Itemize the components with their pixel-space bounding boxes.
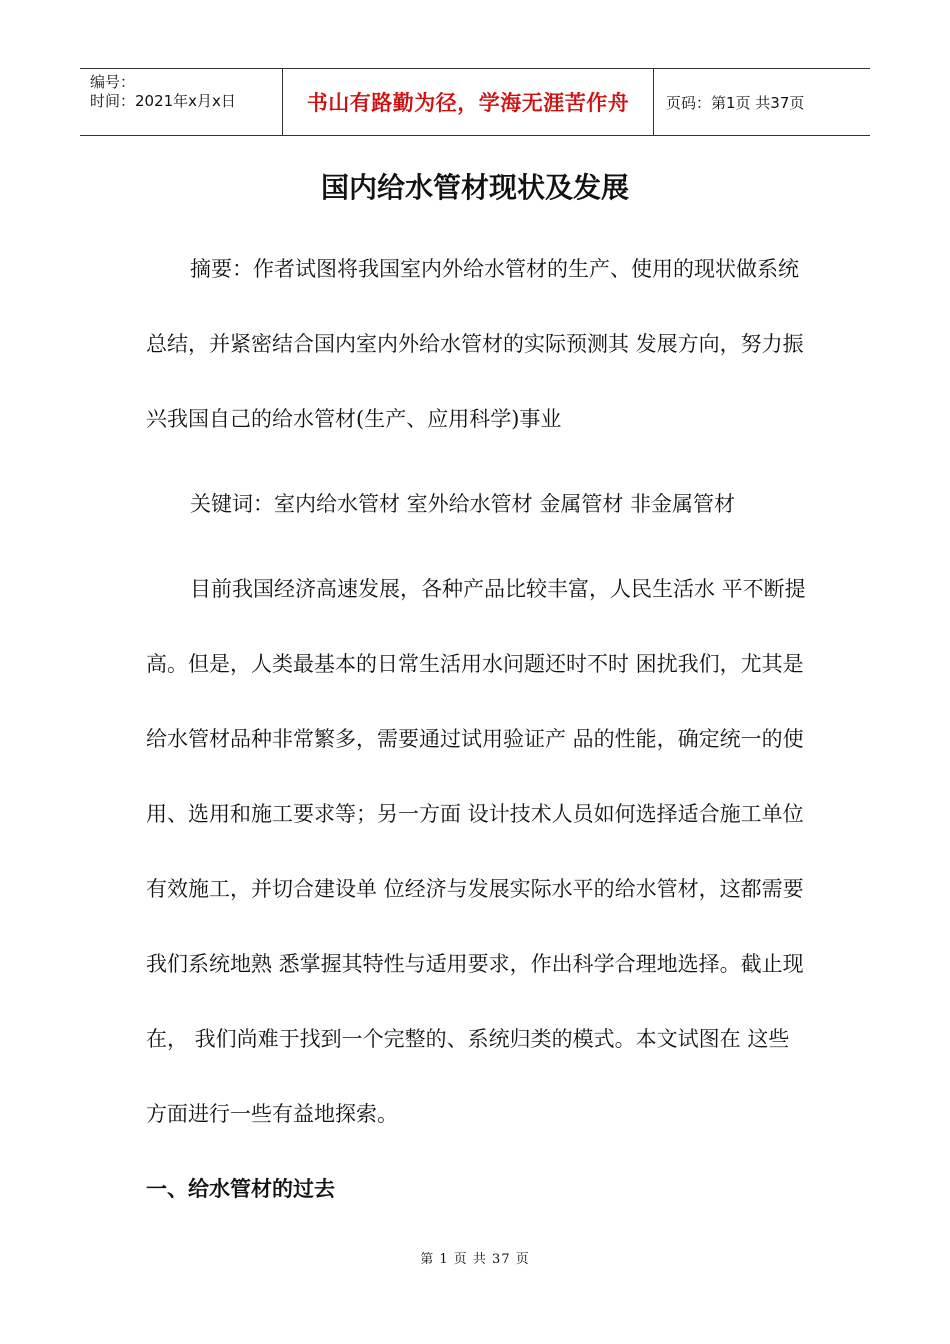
document-header	[80, 68, 870, 136]
header-meta	[80, 69, 282, 135]
keywords-paragraph: 关键词：室内给水管材 室外给水管材 金属管材 非金属管材	[190, 492, 736, 516]
date-label: 时间：2021年x月x日	[90, 92, 236, 110]
abstract-paragraph: 摘要：作者试图将我国室内外给水管材的生产、使用的现状做系统总结，并紧密结合国内室内外给水管材的实际预测其 发展方向，努力振兴我国自己的给水管材(生产、应用科学)事业	[146, 257, 804, 431]
document-title: 国内给水管材现状及发展	[320, 171, 629, 204]
intro-paragraph: 目前我国经济高速发展，各种产品比较丰富，人民生活水 平不断提高。但是，人类最基本的日常生活用水问题还时不时 困扰我们，尤其是给水管材品种非常繁多，需要通过试用验证产 品的性能，确定统一的使用、选用和施工要求等；另一方面 设计技术人员如何选择适合施工单位有效施工，并切合建设单 位经济与发展实际水平的给水管材，这都需要我们系统地熟 悉掌握其特性与适用要求，作出科学合理地选择。截止现在， 我们尚难于找到一个完整的、系统归类的模式。本文试图在 这些方面进行一些有益地探索。	[146, 577, 806, 1126]
number-label: 编号：	[90, 73, 136, 91]
header-motto: 书山有路勤为径，学海无涯苦作舟	[282, 69, 654, 135]
header-page-info: 页码：第1页 共37页	[666, 93, 805, 112]
page-footer: 第 1 页 共 37 页	[420, 1252, 530, 1267]
section-heading: 一、给水管材的过去	[146, 1177, 335, 1201]
document-body	[146, 232, 806, 1227]
